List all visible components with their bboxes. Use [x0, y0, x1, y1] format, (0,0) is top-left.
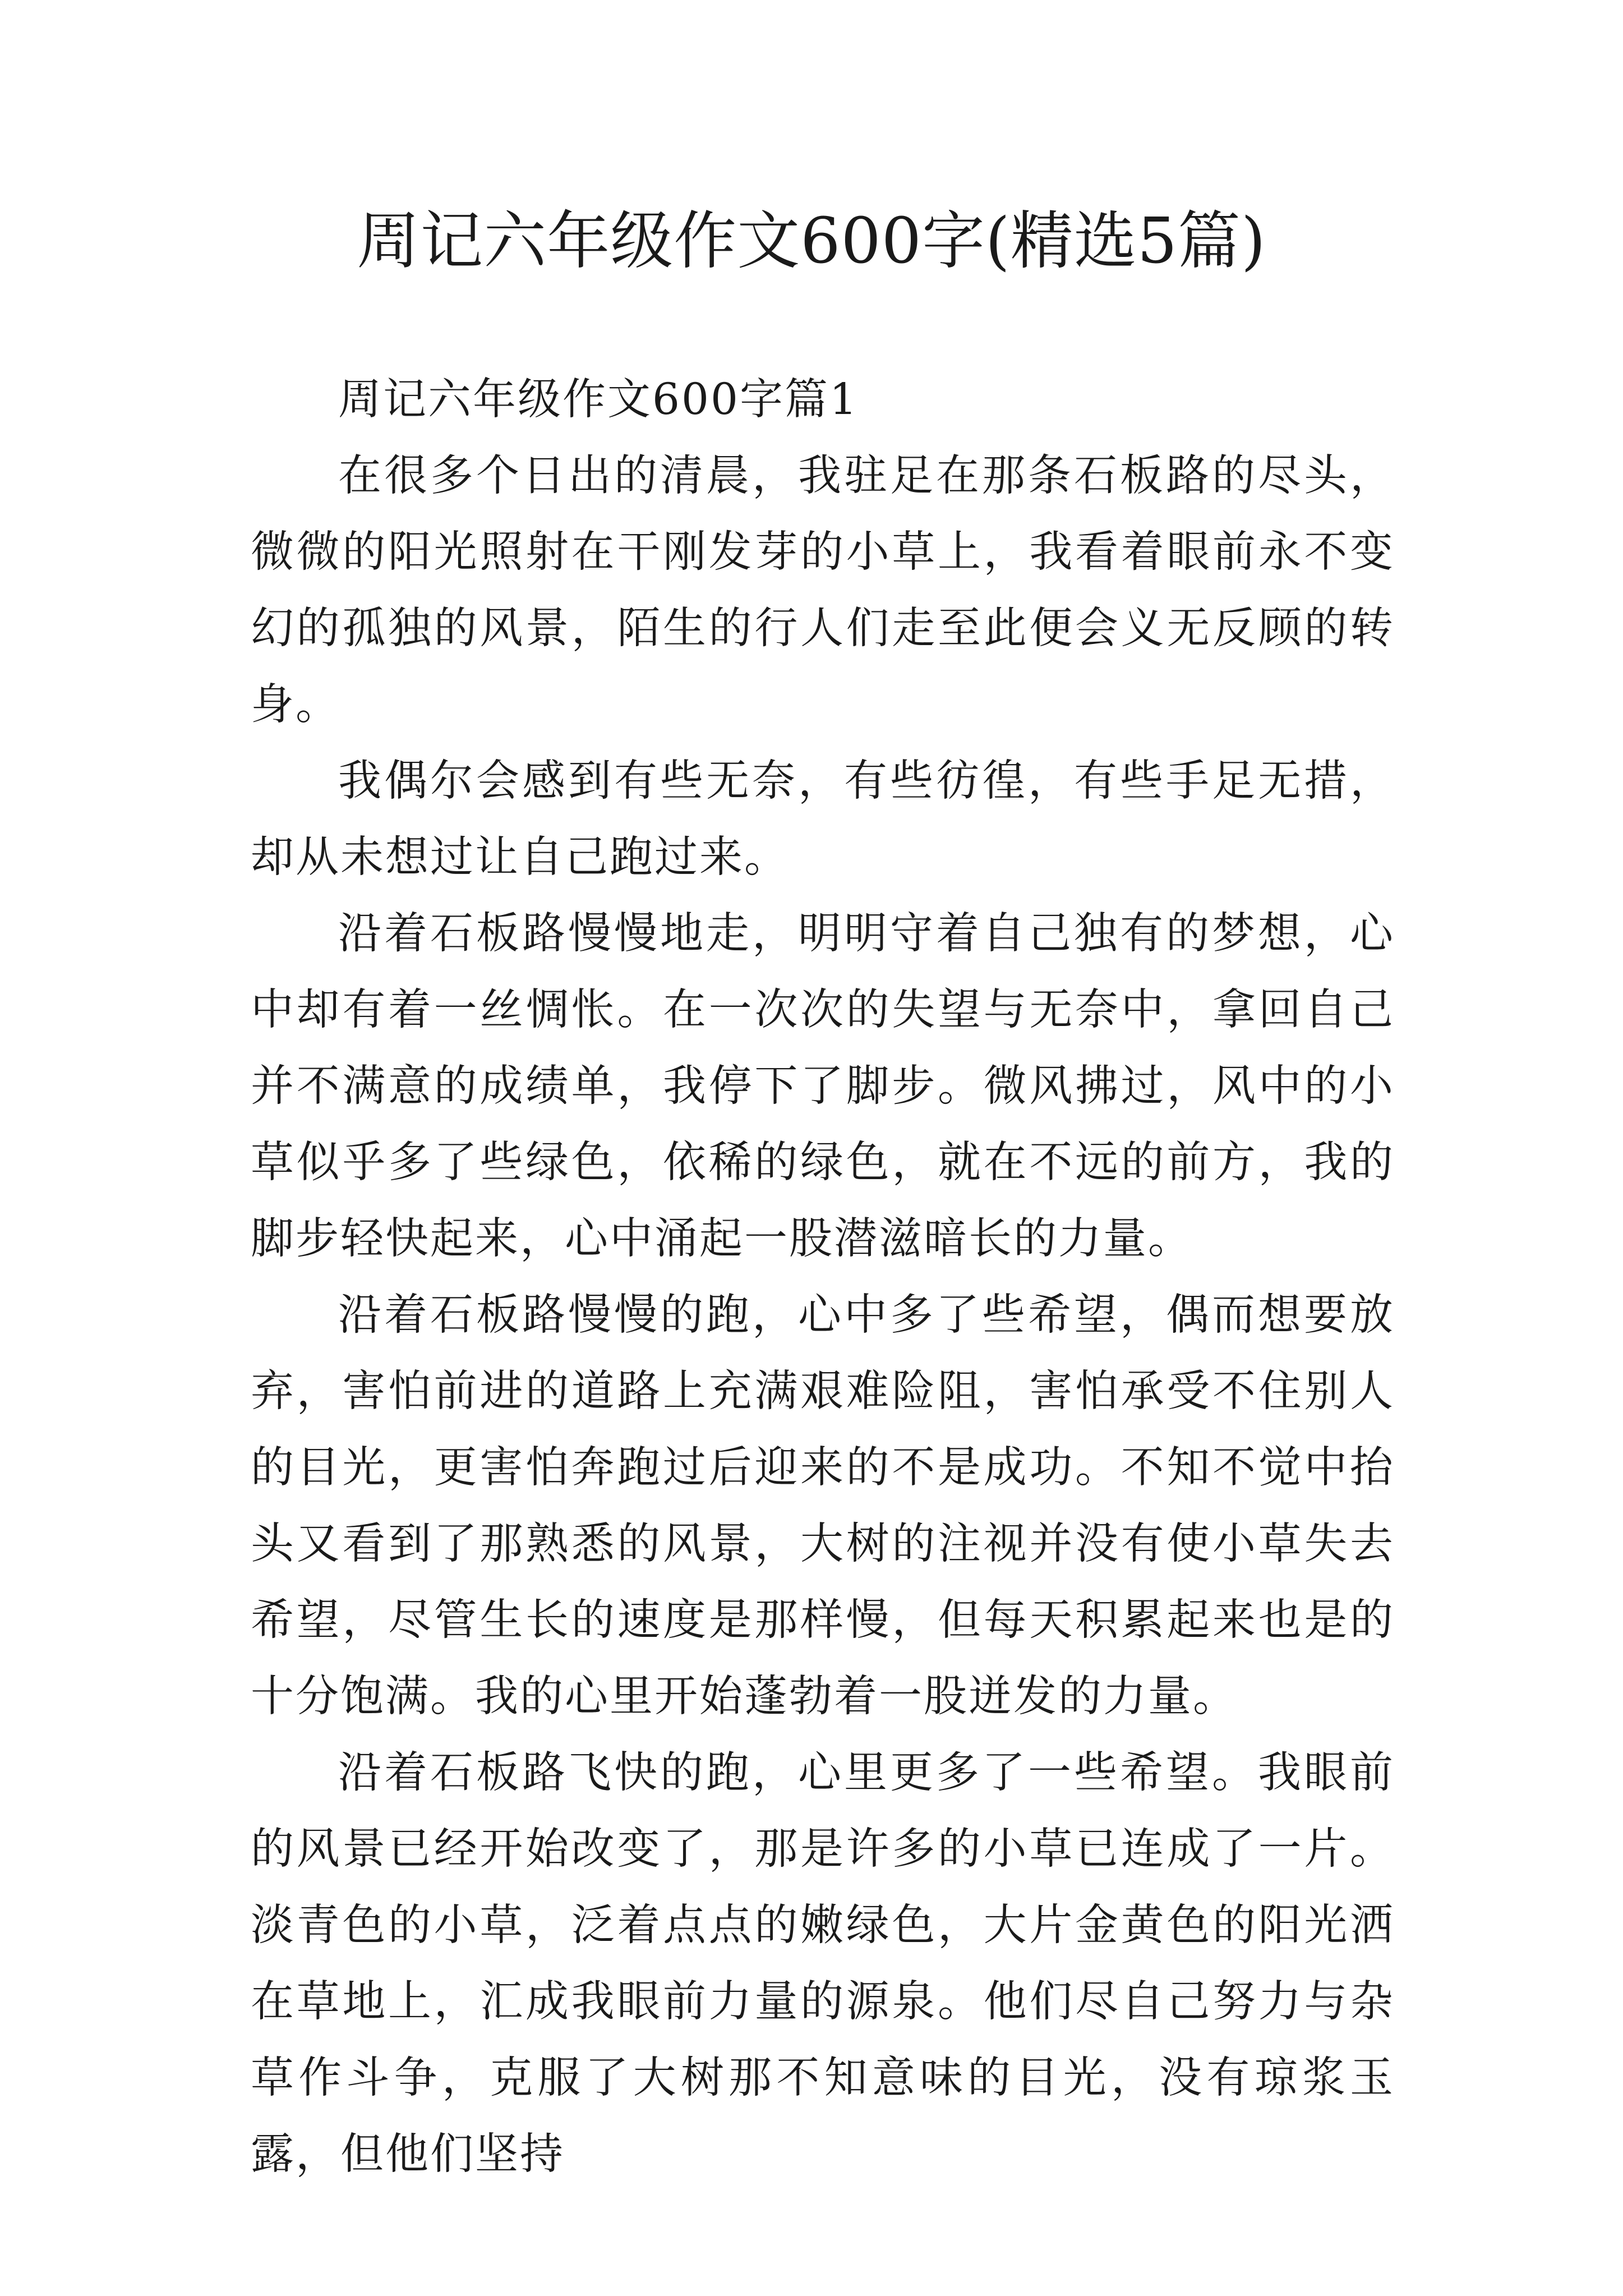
- paragraph-5: 沿着石板路飞快的跑，心里更多了一些希望。我眼前的风景已经开始改变了，那是许多的小草已连成了一片。淡青色的小草，泛着点点的嫩绿色，大片金黄色的阳光洒在草地上，汇成我眼前力量的源泉。他们尽自己努力与杂草作斗争，克服了大树那不知意味的目光，没有琼浆玉露，但他们坚持: [251, 1748, 1395, 2179]
- paragraph-3: 沿着石板路慢慢地走，明明守着自己独有的梦想，心中却有着一丝惆怅。在一次次的失望与无奈中，拿回自己并不满意的成绩单，我停下了脚步。微风拂过，风中的小草似乎多了些绿色，依稀的绿色，就在不远的前方，我的脚步轻快起来，心中涌起一股潜滋暗长的力量。: [251, 909, 1395, 1264]
- paragraph-1: 在很多个日出的清晨，我驻足在那条石板路的尽头，微微的阳光照射在干刚发芽的小草上，我看着眼前永不变幻的孤独的风景，陌生的行人们走至此便会义无反顾的转身。: [251, 451, 1395, 730]
- paragraph-4: 沿着石板路慢慢的跑，心中多了些希望，偶而想要放弃，害怕前进的道路上充满艰难险阻，害怕承受不住别人的目光，更害怕奔跑过后迎来的不是成功。不知不觉中抬头又看到了那熟悉的风景，大树的注视并没有使小草失去希望，尽管生长的速度是那样慢，但每天积累起来也是的十分饱满。我的心里开始蓬勃着一股迸发的力量。: [251, 1290, 1395, 1722]
- section-heading: 周记六年级作文600字篇1: [338, 375, 859, 425]
- document-title: 周记六年级作文600字(精选5篇): [357, 205, 1266, 278]
- paragraph-2: 我偶尔会感到有些无奈，有些彷徨，有些手足无措，却从未想过让自己跑过来。: [251, 756, 1395, 882]
- document-body: [251, 362, 1395, 2193]
